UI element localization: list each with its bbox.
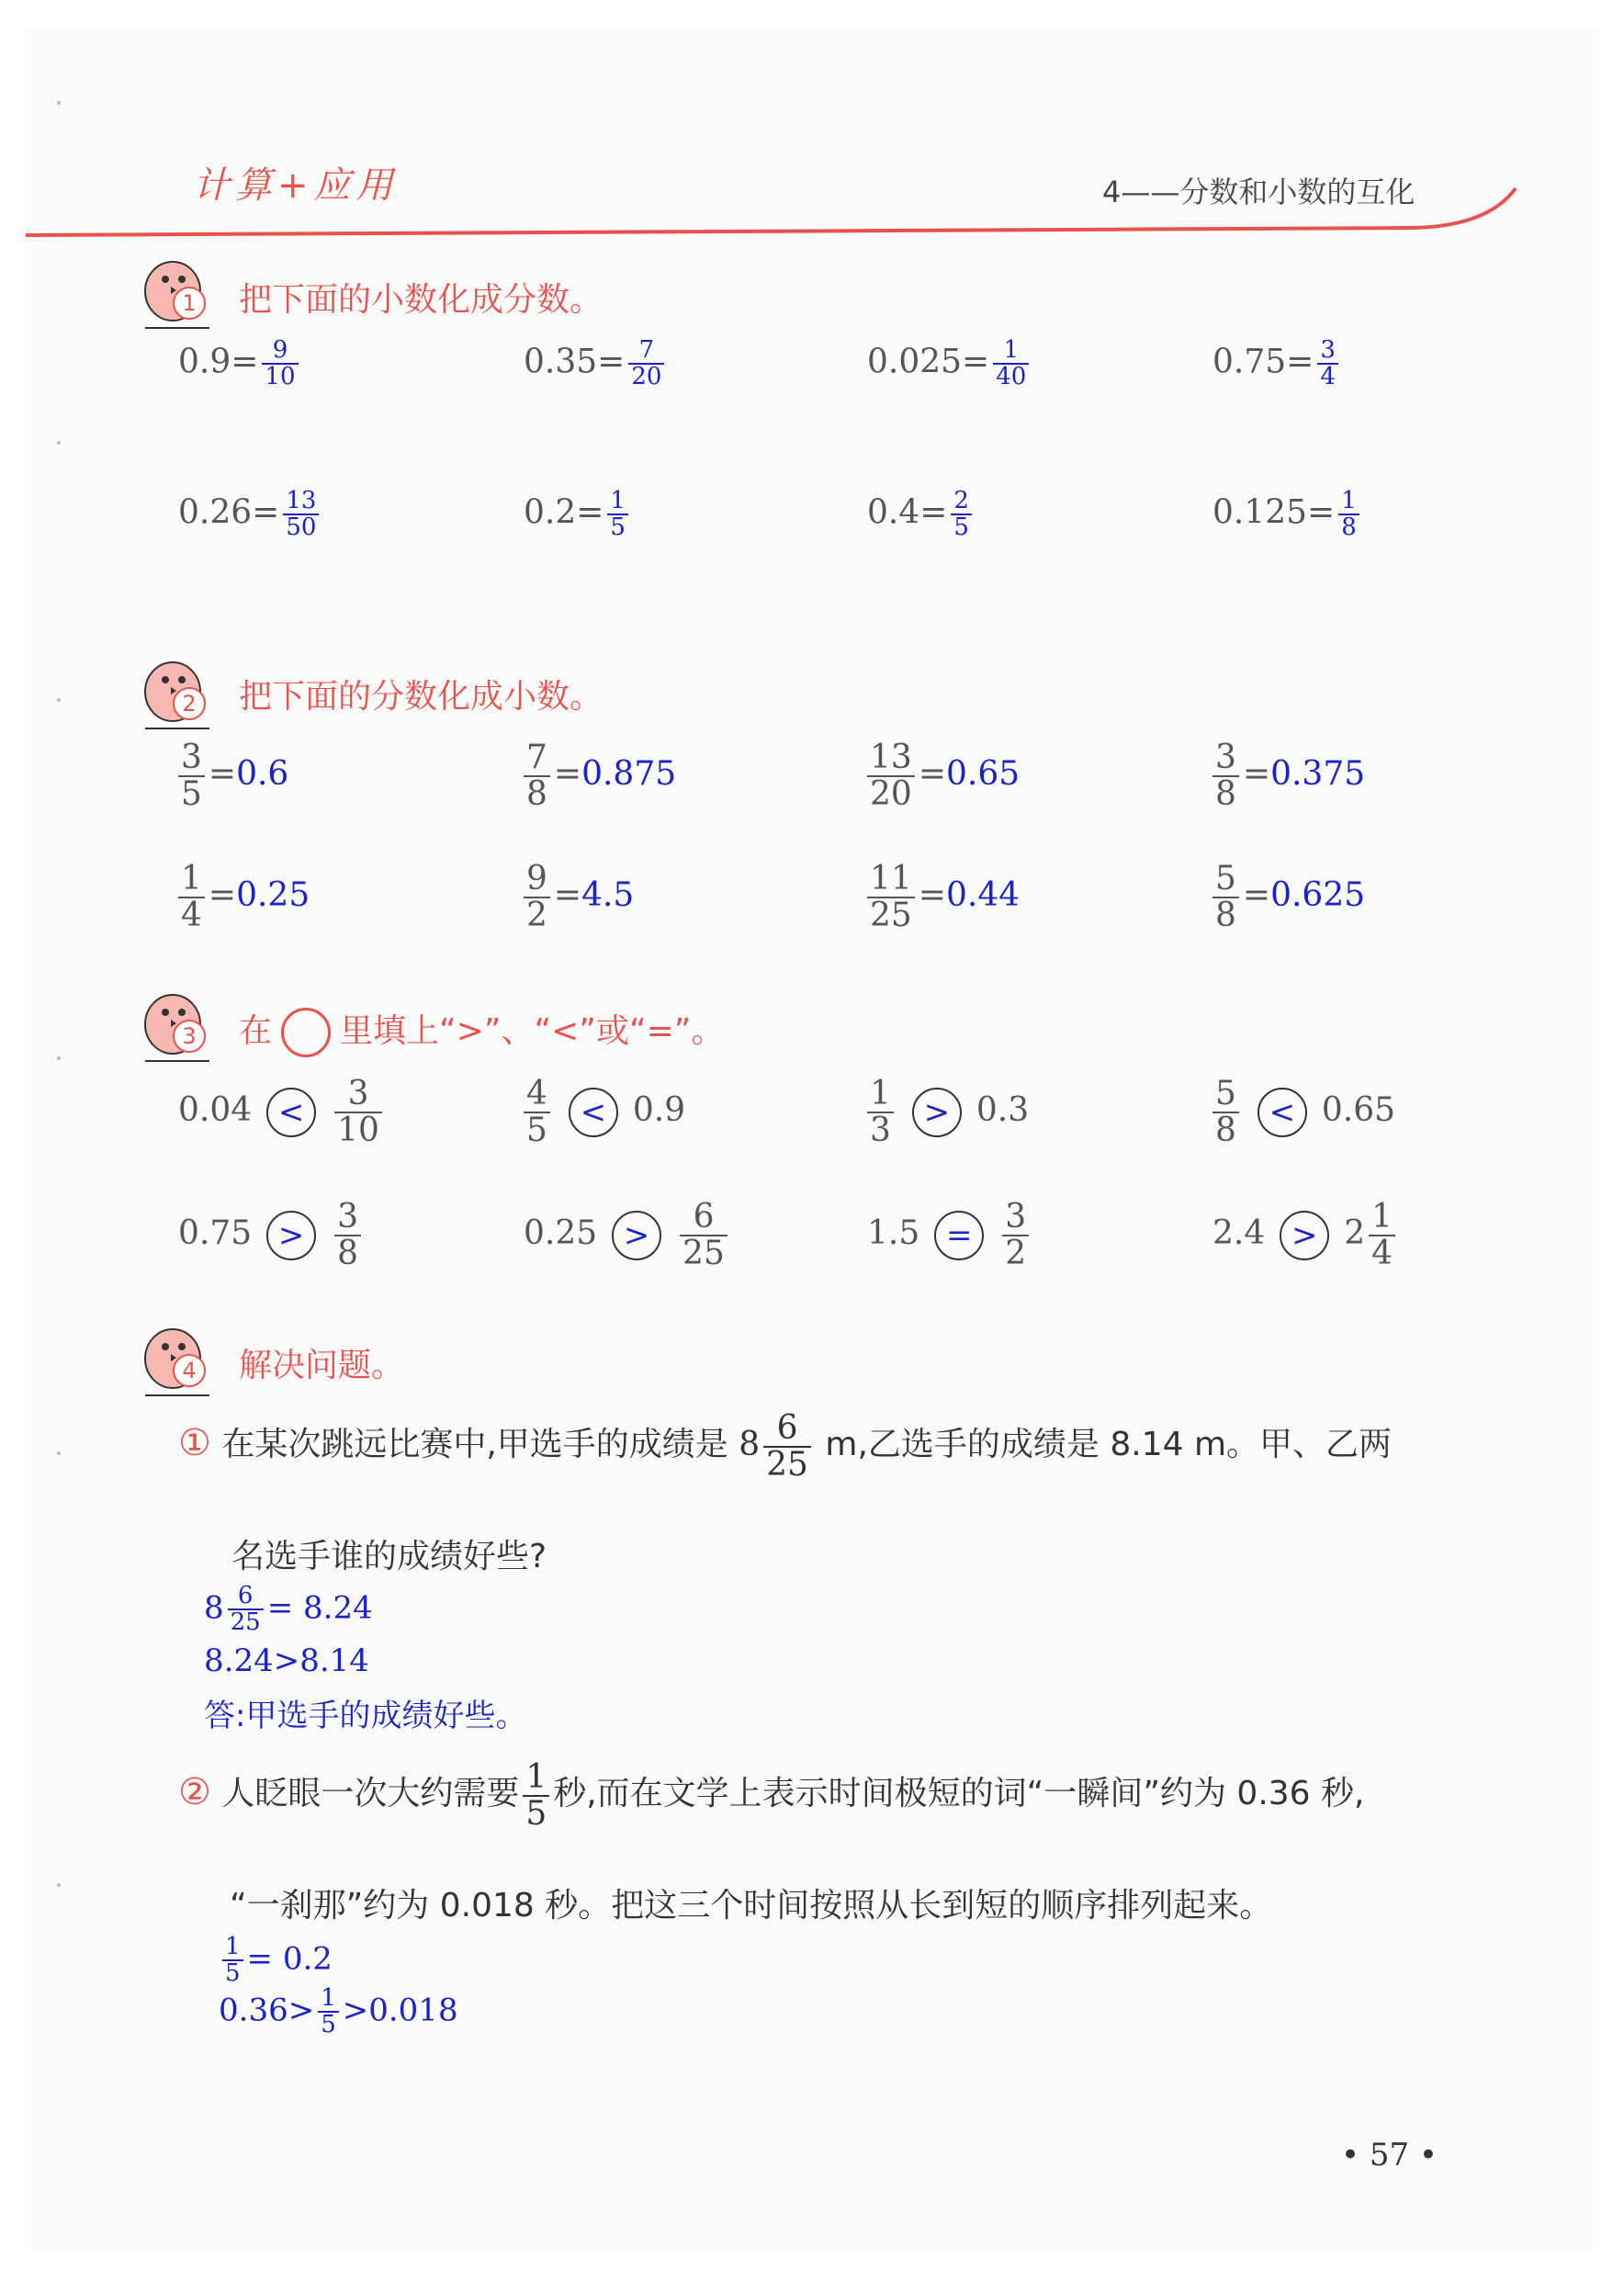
bird-number-1-icon: [136, 250, 219, 342]
section-3-title: 在 里填上“>”、“<”或“=”。: [239, 1005, 724, 1057]
s3-item: 0.75 > $\frac{3}{8}$: [178, 1200, 365, 1271]
problem-2-answer-line-1: $\frac{1}{5}$ = 0.2: [219, 1935, 333, 1987]
margin-dot: [57, 1056, 61, 1060]
s1-item: 0.4= $\frac{2}{5}$: [867, 489, 976, 541]
problem-1-question: ① 在某次跳远比赛中,甲选手的成绩是 8 $\frac{6}{25}$ m,乙选手的成绩是 8.14 m。甲、乙两: [178, 1409, 1393, 1484]
s2-item: $\frac{3}{8}$ =0.375: [1209, 740, 1365, 812]
page-number: • 57 •: [1341, 2137, 1438, 2173]
section-2-title: 把下面的分数化成小数。: [239, 678, 603, 716]
s3-item: 0.04 < $\frac{3}{10}$: [178, 1077, 386, 1148]
s1-item: 0.35= $\frac{7}{20}$: [524, 338, 668, 390]
bird-number-2-icon: [136, 650, 219, 742]
blank-circle-icon: [281, 1008, 331, 1057]
s1-item: 0.9= $\frac{9}{10}$: [178, 338, 302, 390]
s3-item: 2.4 > 2 $\frac{1}{4}$: [1212, 1200, 1399, 1271]
problem-2-answer-line-2: 0.36> $\frac{1}{5}$ >0.018: [219, 1984, 458, 2039]
header-rule: [0, 165, 1624, 239]
bird-number-4-icon: [136, 1317, 219, 1409]
section-1-title: 把下面的小数化成分数。: [239, 281, 603, 319]
margin-dot: [57, 441, 61, 445]
margin-dot: [57, 1451, 61, 1455]
s2-item: $\frac{7}{8}$ =0.875: [520, 740, 676, 812]
s2-item: $\frac{5}{8}$ =0.625: [1209, 862, 1365, 933]
s1-item: 0.125= $\frac{1}{8}$: [1212, 489, 1363, 541]
s3-item: $\frac{1}{3}$ > 0.3: [863, 1077, 1029, 1148]
bird-number-3-icon: [136, 983, 219, 1075]
s2-item: $\frac{3}{5}$ =0.6: [175, 740, 288, 812]
s2-item: $\frac{11}{25}$ =0.44: [863, 862, 1020, 933]
header-left-title: 计算+应用: [193, 164, 399, 207]
problem-1-question-cont: 名选手谁的成绩好些?: [231, 1538, 547, 1575]
svg-text:2: 2: [182, 691, 197, 717]
problem-1-answer-line-3: 答:甲选手的成绩好些。: [204, 1698, 527, 1734]
margin-dot: [57, 698, 61, 702]
s1-item: 0.75= $\frac{3}{4}$: [1212, 338, 1342, 390]
s1-item: 0.26= $\frac{13}{50}$: [178, 489, 322, 541]
header-right-title: 4——分数和小数的互化: [1102, 175, 1415, 209]
s3-item: 0.25 > $\frac{6}{25}$: [524, 1200, 731, 1271]
s2-item: $\frac{9}{2}$ =4.5: [520, 862, 634, 933]
margin-dot: [57, 1883, 61, 1887]
problem-2-question: ② 人眨眼一次大约需要 $\frac{1}{5}$ 秒,而在文学上表示时间极短的词“一瞬间”约为 0.36 秒,: [178, 1758, 1365, 1833]
problem-1-answer-line-1: 8 $\frac{6}{25}$ = 8.24: [204, 1582, 373, 1637]
s3-item: $\frac{4}{5}$ < 0.9: [520, 1077, 685, 1148]
s1-item: 0.025= $\frac{1}{40}$: [867, 338, 1032, 390]
svg-text:1: 1: [182, 290, 197, 316]
problem-1-answer-line-2: 8.24>8.14: [204, 1642, 369, 1679]
margin-dot: [57, 101, 61, 105]
s2-item: $\frac{1}{4}$ =0.25: [175, 862, 310, 933]
s3-item: 1.5 = $\frac{3}{2}$: [867, 1200, 1032, 1271]
s2-item: $\frac{13}{20}$ =0.65: [863, 740, 1020, 812]
svg-text:3: 3: [182, 1023, 197, 1049]
section-4-title: 解决问题。: [239, 1347, 405, 1384]
problem-2-question-cont: “一刹那”约为 0.018 秒。把这三个时间按照从长到短的顺序排列起来。: [230, 1887, 1273, 1924]
s3-item: $\frac{5}{8}$ < 0.65: [1209, 1077, 1395, 1148]
s1-item: 0.2= $\frac{1}{5}$: [524, 489, 632, 541]
svg-text:4: 4: [182, 1358, 197, 1383]
